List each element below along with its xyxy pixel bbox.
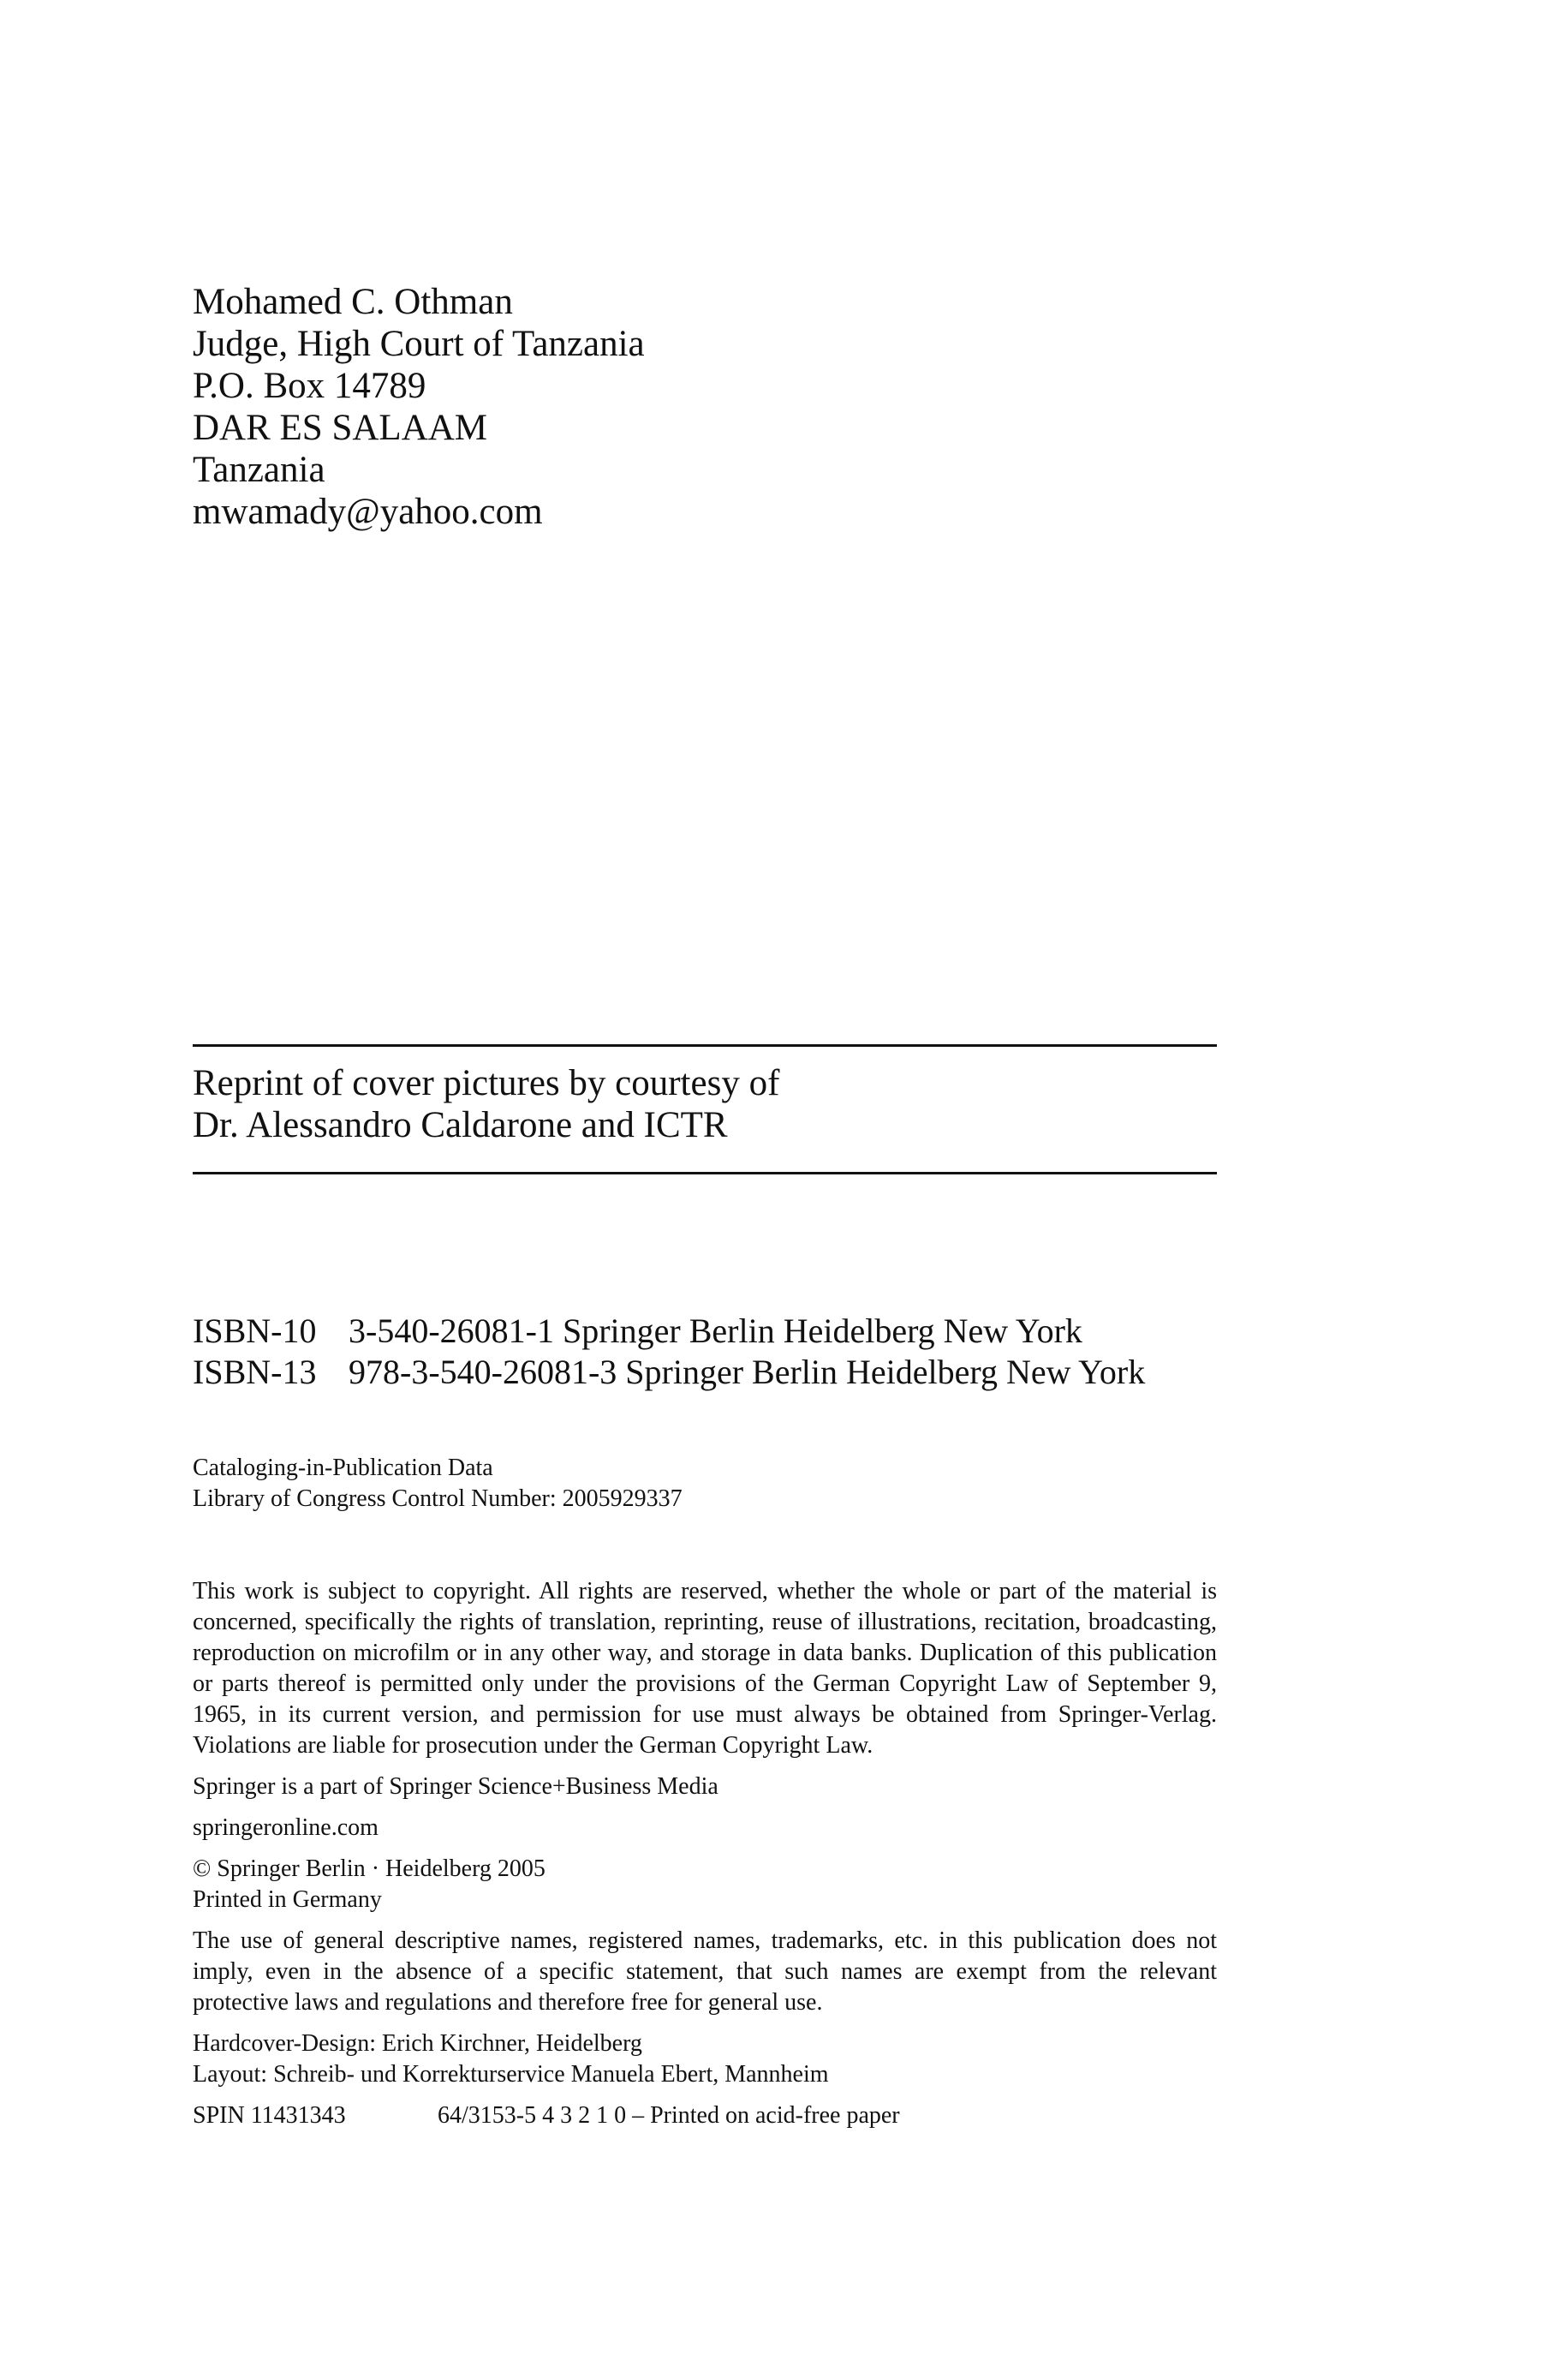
cataloging-data [193, 1453, 1217, 1515]
author-po-box: P.O. Box 14789 [193, 366, 426, 406]
hardcover-design: Hardcover-Design: Erich Kirchner, Heidelberg [193, 2030, 642, 2057]
layout-credit: Layout: Schreib- und Korrekturservice Manuela Ebert, Mannheim [193, 2061, 829, 2088]
cataloging-heading: Cataloging-in-Publication Data [193, 1455, 493, 1481]
author-city: DAR ES SALAAM [193, 408, 488, 448]
trademark-notice: The use of general descriptive names, registered names, trademarks, etc. in this publication does not imply, even in the absence of a specific statement, that such names are exempt from the relevant protective laws and regulations and therefore free for general use. [193, 1927, 1217, 2016]
copyright-notice: This work is subject to copyright. All rights are reserved, whether the whole or part of the material is concerned, specifically the rights of translation, reprinting, reuse of illustrations, recitation, broadcasting, reproduction on microfilm or in any other way, and storage in data banks. Duplication of this publication or parts thereof is permitted only under the provisions of the German Copyright Law of September 9, 1965, in its current version, and permission for use must always be obtained from Springer-Verlag. Violations are liable for prosecution under the German Copyright Law. [193, 1578, 1217, 1759]
author-position: Judge, High Court of Tanzania [193, 324, 645, 364]
spin-line [193, 2100, 1217, 2131]
website: springeronline.com [193, 1814, 379, 1841]
cover-credit-line-2: Dr. Alessandro Caldarone and ICTR [193, 1105, 728, 1145]
isbn-label: ISBN-10 [193, 1311, 317, 1350]
printed-in: Printed in Germany [193, 1886, 382, 1913]
author-email: mwamady@yahoo.com [193, 492, 543, 532]
lccn: Library of Congress Control Number: 2005929337 [193, 1485, 683, 1512]
cover-credit-line-1: Reprint of cover pictures by courtesy of [193, 1063, 780, 1103]
isbn-label: ISBN-13 [193, 1353, 317, 1391]
isbn-value: 3-540-26081-1 Springer Berlin Heidelberg New York [349, 1311, 1082, 1350]
author-name: Mohamed C. Othman [193, 282, 513, 322]
bottom-divider [193, 1172, 1217, 1174]
author-address [193, 281, 1217, 533]
top-divider [193, 1044, 1217, 1047]
print-info: 64/3153-5 4 3 2 1 0 – Printed on acid-free paper [438, 2102, 900, 2129]
legal-section [193, 1576, 1217, 2131]
cover-credit [193, 1062, 1217, 1146]
isbn-block [193, 1311, 1217, 1393]
copyright-line: © Springer Berlin · Heidelberg 2005 [193, 1855, 546, 1882]
isbn-value: 978-3-540-26081-3 Springer Berlin Heidelberg New York [349, 1353, 1146, 1391]
isbn-row [193, 1352, 1217, 1393]
isbn-row [193, 1311, 1217, 1352]
author-country: Tanzania [193, 450, 325, 490]
spin-number: SPIN 11431343 [193, 2102, 346, 2129]
springer-part: Springer is a part of Springer Science+Business Media [193, 1773, 718, 1800]
